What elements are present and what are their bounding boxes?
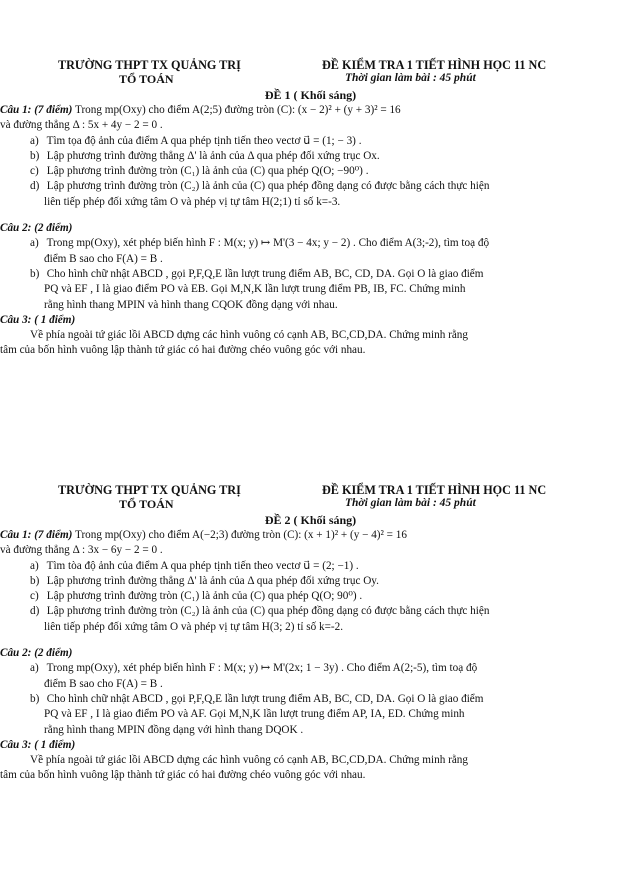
question-1-item-d-cont: liên tiếp phép đối xứng tâm O và phép vị tự tâm H(2;1) tỉ số k=-3. — [44, 195, 341, 208]
question-3-text-cont: tâm của bốn hình vuông lập thành tứ giác có hai đường chéo vuông góc với nhau. — [0, 769, 366, 782]
question-1-intro-cont: và đường thẳng Δ : 3x − 6y − 2 = 0 . — [0, 544, 163, 557]
question-1-item-a: a) Tìm tọa độ ảnh của điểm A qua phép tịnh tiến theo vectơ u⃗ = (1; − 3) . — [30, 134, 362, 147]
exam-title: ĐỀ KIỂM TRA 1 TIẾT HÌNH HỌC 11 NC — [322, 483, 547, 497]
exam-header — [0, 58, 621, 86]
question-1-item-b: b) Lập phương trình đường thẳng Δ' là ảnh của Δ qua phép đối xứng trục Oy. — [30, 574, 379, 587]
exam-title: ĐỀ KIỂM TRA 1 TIẾT HÌNH HỌC 11 NC — [322, 58, 547, 72]
question-2-label: Câu 2: (2 điểm) — [0, 647, 73, 660]
time-limit: Thời gian làm bài : 45 phút — [345, 72, 476, 84]
exam-header — [0, 483, 621, 511]
exam-version-title: ĐỀ 2 ( Khối sáng) — [264, 513, 357, 527]
question-1-intro — [0, 528, 621, 543]
question-2-label: Câu 2: (2 điểm) — [0, 222, 73, 235]
question-label: Câu 1: (7 điểm) — [0, 104, 73, 116]
question-2-item-b-cont: PQ và EF , I là giao điểm PO và EB. Gọi M,N,K lần lượt trung điểm PB, IB, FC. Chứng minh — [44, 283, 466, 296]
exam-sheet-1 — [0, 58, 621, 359]
question-label: Câu 1: (7 điểm) — [0, 529, 73, 541]
exam-version-title: ĐỀ 1 ( Khối sáng) — [264, 88, 357, 102]
department-name: TỔ TOÁN — [119, 72, 174, 86]
question-3-label: Câu 3: ( 1 điểm) — [0, 738, 76, 751]
question-1-item-d: d) Lập phương trình đường tròn (C₂) là ảnh của (C) qua phép đồng dạng có được bằng cách thực hiện — [30, 605, 490, 618]
question-text: Trong mp(Oxy) cho điểm A(2;5) đường tròn (C): (x − 2)² + (y + 3)² = 16 — [72, 104, 401, 116]
question-2-item-b-cont2: rằng hình thang MPIN đồng dạng với hình thang DQOK . — [44, 723, 304, 736]
school-name: TRƯỜNG THPT TX QUẢNG TRỊ — [58, 58, 241, 72]
question-2-item-a: a) Trong mp(Oxy), xét phép biến hình F : M(x; y) ↦ M'(3 − 4x; y − 2) . Cho điểm A(3;-2), tìm toạ độ — [30, 237, 490, 250]
school-name: TRƯỜNG THPT TX QUẢNG TRỊ — [58, 483, 241, 497]
question-2-item-a-cont: điểm B sao cho F(A) = B . — [44, 252, 163, 265]
question-1-intro-cont: và đường thẳng Δ : 5x + 4y − 2 = 0 . — [0, 119, 163, 132]
question-3-text: Về phía ngoài tứ giác lồi ABCD dựng các hình vuông có cạnh AB, BC,CD,DA. Chứng minh rằng — [30, 754, 468, 767]
question-2-item-b-cont: PQ và EF , I là giao điểm PO và AF. Gọi M,N,K lần lượt trung điểm AP, IA, ED. Chứng minh — [44, 708, 465, 721]
question-2-item-b: b) Cho hình chữ nhật ABCD , gọi P,F,Q,E lần lượt trung điểm AB, BC, CD, DA. Gọi O là giao điểm — [30, 692, 484, 705]
question-3-text-cont: tâm của bốn hình vuông lập thành tứ giác có hai đường chéo vuông góc với nhau. — [0, 344, 366, 357]
question-2-item-b: b) Cho hình chữ nhật ABCD , gọi P,F,Q,E lần lượt trung điểm AB, BC, CD, DA. Gọi O là giao điểm — [30, 267, 484, 280]
exam-sheet-2 — [0, 483, 621, 784]
question-1-item-d-cont: liên tiếp phép đối xứng tâm O và phép vị tự tâm H(3; 2) tỉ số k=-2. — [44, 620, 344, 633]
question-2-item-a-cont: điểm B sao cho F(A) = B . — [44, 677, 163, 690]
question-1-item-b: b) Lập phương trình đường thẳng Δ' là ảnh của Δ qua phép đối xứng trục Ox. — [30, 149, 380, 162]
question-2-item-b-cont2: rằng hình thang MPIN và hình thang CQOK đồng dạng với nhau. — [44, 298, 338, 311]
question-3-text: Về phía ngoài tứ giác lồi ABCD dựng các hình vuông có cạnh AB, BC,CD,DA. Chứng minh rằng — [30, 329, 468, 342]
question-2-item-a: a) Trong mp(Oxy), xét phép biến hình F : M(x; y) ↦ M'(2x; 1 − 3y) . Cho điểm A(2;-5), tìm toạ độ — [30, 662, 478, 675]
question-1-item-d: d) Lập phương trình đường tròn (C₂) là ảnh của (C) qua phép đồng dạng có được bằng cách thực hiện — [30, 180, 490, 193]
department-name: TỔ TOÁN — [119, 497, 174, 511]
question-1-intro — [0, 103, 621, 118]
question-text: Trong mp(Oxy) cho điểm A(−2;3) đường tròn (C): (x + 1)² + (y − 4)² = 16 — [72, 529, 407, 541]
question-1-item-c: c) Lập phương trình đường tròn (C₁) là ảnh của (C) qua phép Q(O; −90⁰) . — [30, 165, 369, 178]
question-1-item-a: a) Tìm tòa độ ảnh của điểm A qua phép tịnh tiến theo vectơ u⃗ = (2; −1) . — [30, 559, 359, 572]
question-3-label: Câu 3: ( 1 điểm) — [0, 313, 76, 326]
question-1-item-c: c) Lập phương trình đường tròn (C₁) là ảnh của (C) qua phép Q(O; 90⁰) . — [30, 590, 363, 603]
time-limit: Thời gian làm bài : 45 phút — [345, 497, 476, 509]
